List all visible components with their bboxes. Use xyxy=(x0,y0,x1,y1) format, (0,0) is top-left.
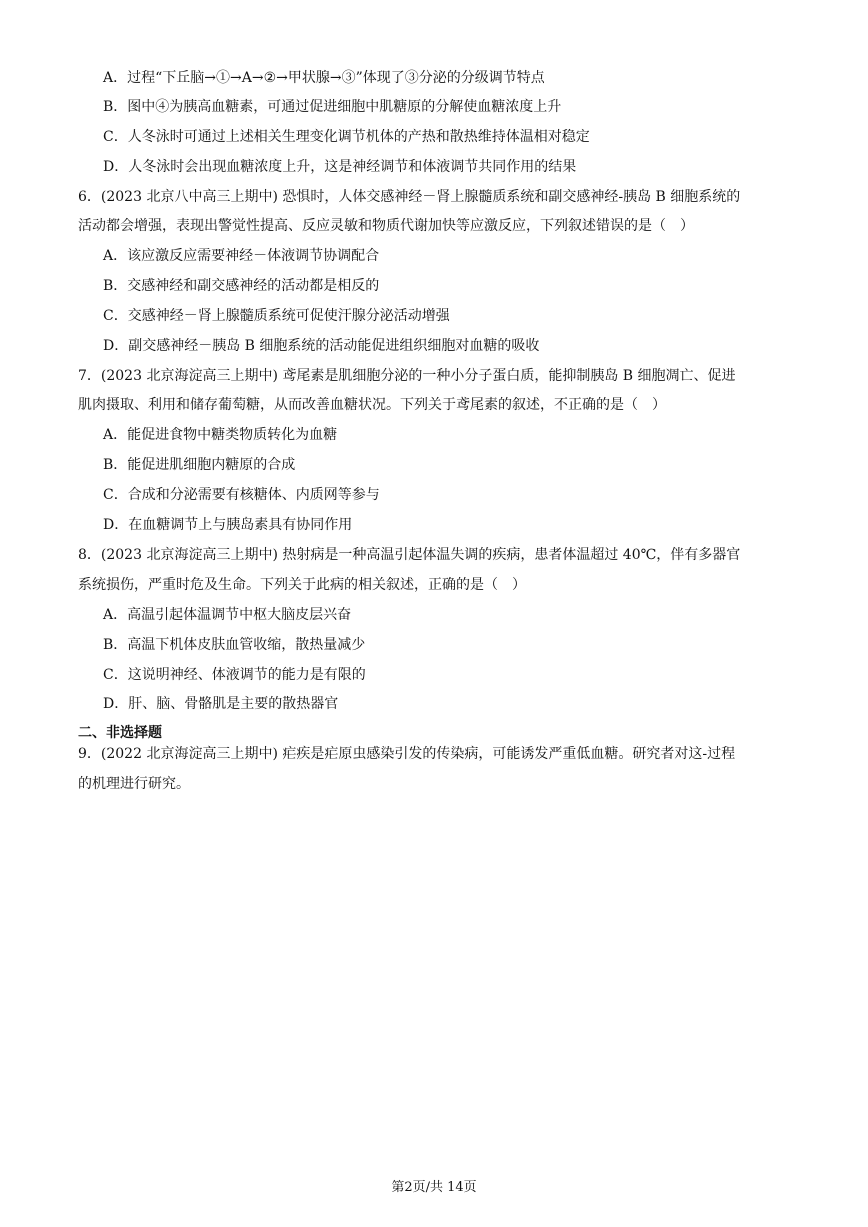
q7-option-b: B．能促进肌细胞内糖原的合成 xyxy=(103,457,296,473)
q6-option-a: A．该应激反应需要神经－体液调节协调配合 xyxy=(103,248,380,264)
q9-stem-line1: 9．(2022 北京海淀高三上期中) 疟疾是疟原虫感染引发的传染病，可能诱发严重低血糖。研究者对这-过程 xyxy=(78,746,736,762)
prev-option-d: D．人冬泳时会出现血糖浓度上升，这是神经调节和体液调节共同作用的结果 xyxy=(103,159,577,175)
q7-stem-line2: 肌肉摄取、利用和储存葡萄糖，从而改善血糖状况。下列关于鸢尾素的叙述，不正确的是（ ） xyxy=(78,397,666,413)
page-number-footer: 第2页/共 14页 xyxy=(391,1180,477,1195)
q7-stem-line1: 7．(2023 北京海淀高三上期中) 鸢尾素是肌细胞分泌的一种小分子蛋白质，能抑制胰岛 B 细胞凋亡、促进 xyxy=(78,368,736,384)
q7-option-a: A．能促进食物中糖类物质转化为血糖 xyxy=(103,427,338,443)
q8-option-c: C．这说明神经、体液调节的能力是有限的 xyxy=(103,667,366,683)
q6-stem-line1: 6．(2023 北京八中高三上期中) 恐惧时，人体交感神经－肾上腺髓质系统和副交感神经-胰岛 B 细胞系统的 xyxy=(78,189,741,205)
q9-stem-line2: 的机理进行研究。 xyxy=(78,776,190,792)
q8-stem-line1: 8．(2023 北京海淀高三上期中) 热射病是一种高温引起体温失调的疾病，患者体温超过 40℃，伴有多器官 xyxy=(78,547,741,563)
q8-option-b: B．高温下机体皮肤血管收缩，散热量减少 xyxy=(103,637,366,653)
q6-stem-line2: 活动都会增强，表现出警觉性提高、反应灵敏和物质代谢加快等应激反应，下列叙述错误的是（ ） xyxy=(78,218,694,234)
q8-stem-line2: 系统损伤，严重时危及生命。下列关于此病的相关叙述，正确的是（ ） xyxy=(78,577,526,593)
q7-option-d: D．在血糖调节上与胰岛素具有协同作用 xyxy=(103,517,353,533)
section-title-non-choice: 二、非选择题 xyxy=(78,725,162,741)
prev-option-b: B．图中④为胰高血糖素，可通过促进细胞中肌糖原的分解使血糖浓度上升 xyxy=(103,99,562,115)
q8-option-d: D．肝、脑、骨骼肌是主要的散热器官 xyxy=(103,696,339,712)
q6-option-d: D．副交感神经－胰岛 B 细胞系统的活动能促进组织细胞对血糖的吸收 xyxy=(103,338,540,354)
q7-option-c: C．合成和分泌需要有核糖体、内质网等参与 xyxy=(103,487,380,503)
q6-option-c: C．交感神经－肾上腺髓质系统可促使汗腺分泌活动增强 xyxy=(103,308,450,324)
q8-option-a: A．高温引起体温调节中枢大脑皮层兴奋 xyxy=(103,607,352,623)
prev-option-c: C．人冬泳时可通过上述相关生理变化调节机体的产热和散热维持体温相对稳定 xyxy=(103,129,590,145)
q6-option-b: B．交感神经和副交感神经的活动都是相反的 xyxy=(103,278,380,294)
prev-option-a: A．过程“下丘脑→①→A→②→甲状腺→③”体现了③分泌的分级调节特点 xyxy=(103,70,545,86)
